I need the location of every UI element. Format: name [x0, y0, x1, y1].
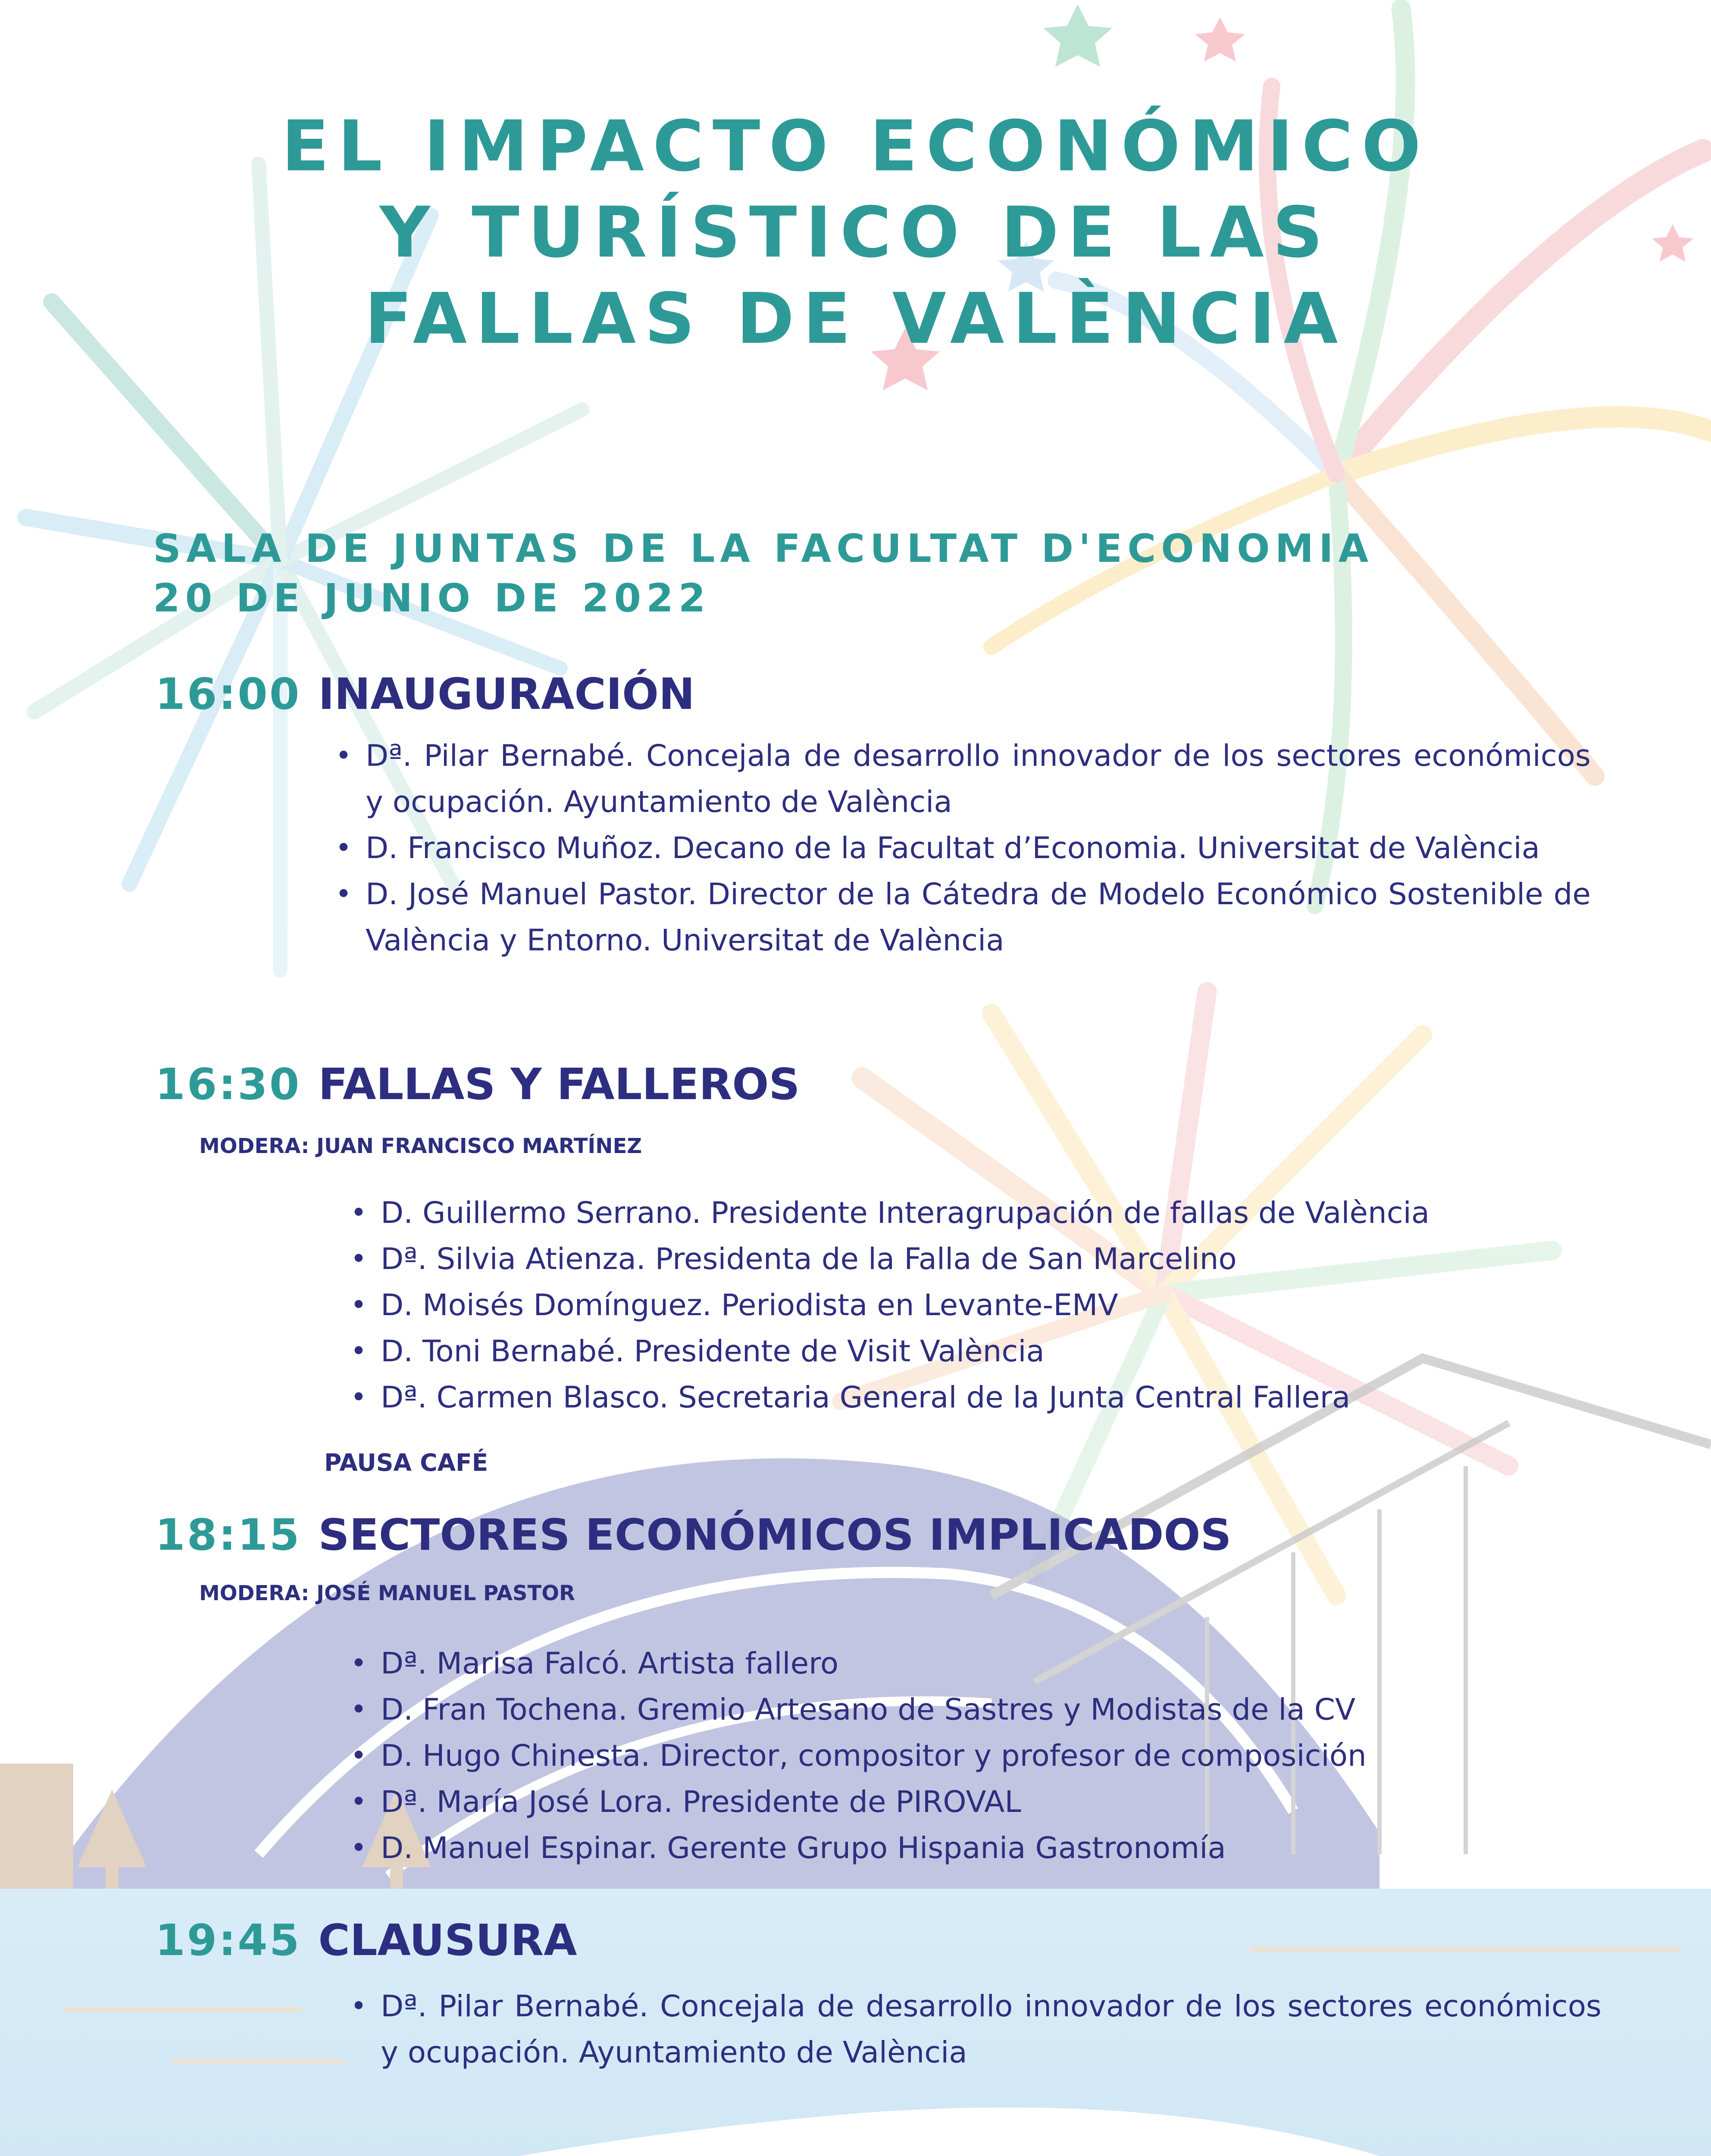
list-item: • D. Toni Bernabé. Presidente de Visit València [350, 1334, 1045, 1369]
speaker-list [347, 1641, 1632, 1871]
session-time: 19:45 [155, 1915, 301, 1965]
session-time: 16:30 [155, 1059, 301, 1109]
list-item: • Dª. Pilar Bernabé. Concejala de desarrollo innovador de los sectores económicos y ocupación. Ayuntamiento de València [350, 1989, 1602, 2070]
list-item: • Dª. Silvia Atienza. Presidenta de la Falla de San Marcelino [350, 1242, 1237, 1276]
venue-name: SALA DE JUNTAS DE LA FACULTAT D'ECONOMIA [153, 526, 1374, 571]
list-item: • D. Guillermo Serrano. Presidente Interagrupación de fallas de València [350, 1196, 1430, 1230]
session-name: INAUGURACIÓN [318, 669, 695, 719]
speaker-list [332, 733, 1591, 964]
session-time: 18:15 [155, 1510, 301, 1560]
moderator: MODERA: JOSÉ MANUEL PASTOR [199, 1581, 575, 1605]
list-item: • D. Moisés Domínguez. Periodista en Levante-EMV [350, 1288, 1118, 1322]
event-date: 20 DE JUNIO DE 2022 [153, 576, 711, 621]
list-item: • D. Hugo Chinesta. Director, compositor y profesor de composición [350, 1739, 1367, 1773]
list-item: • D. Manuel Espinar. Gerente Grupo Hispania Gastronomía [350, 1831, 1226, 1865]
speaker-list [347, 1984, 1602, 2076]
list-item: • Dª. María José Lora. Presidente de PIROVAL [350, 1785, 1021, 1819]
list-item: • D. Fran Tochena. Gremio Artesano de Sastres y Modistas de la CV [350, 1692, 1356, 1727]
session-name: FALLAS Y FALLEROS [318, 1059, 800, 1109]
session-name: SECTORES ECONÓMICOS IMPLICADOS [318, 1510, 1232, 1560]
session-time: 16:00 [155, 669, 301, 719]
list-item: • Dª. Carmen Blasco. Secretaria General de la Junta Central Fallera [350, 1380, 1351, 1415]
list-item: • D. José Manuel Pastor. Director de la Cátedra de Modelo Económico Sostenible de València y Entorno. Universitat de València [335, 877, 1591, 958]
moderator: MODERA: JUAN FRANCISCO MARTÍNEZ [199, 1134, 642, 1158]
title-line: EL IMPACTO ECONÓMICO [281, 106, 1430, 187]
session-name: CLAUSURA [318, 1915, 577, 1965]
list-item: • Dª. Pilar Bernabé. Concejala de desarrollo innovador de los sectores económicos y ocupación. Ayuntamiento de València [335, 739, 1591, 819]
speaker-list [347, 1190, 1632, 1421]
title-line: Y TURÍSTICO DE LAS [379, 192, 1332, 273]
coffee-break: PAUSA CAFÉ [324, 1449, 488, 1476]
session-header [155, 1915, 577, 1966]
list-item: • D. Francisco Muñoz. Decano de la Facultat d’Economia. Universitat de València [335, 831, 1540, 865]
session-header [155, 1059, 800, 1110]
session-header [155, 1509, 1232, 1561]
list-item: • Dª. Marisa Falcó. Artista fallero [350, 1646, 839, 1681]
session-header [155, 668, 695, 720]
title-line: FALLAS DE VALÈNCIA [364, 279, 1347, 360]
